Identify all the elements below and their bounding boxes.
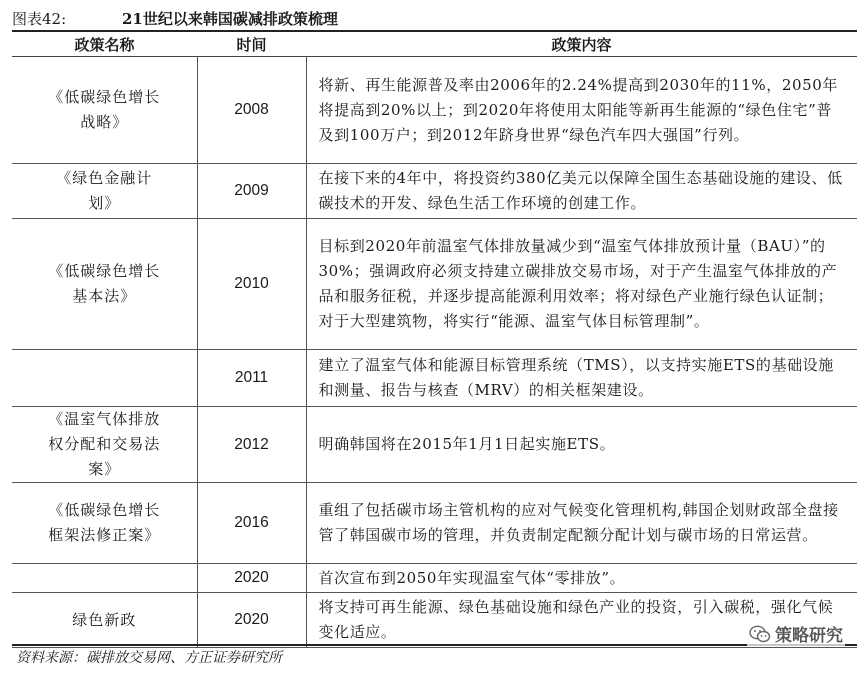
table-row bbox=[12, 350, 857, 407]
watermark-text: 策略研究 bbox=[775, 626, 843, 646]
policy-content-cell: 明确韩国将在2015年1月1日起实施ETS。 bbox=[306, 407, 857, 483]
policy-content-cell: 在接下来的4年中，将投资约380亿美元以保障全国生态基础设施的建设、低碳技术的开发、绿色生活工作环境的创建工作。 bbox=[306, 164, 857, 219]
table-header-row bbox=[12, 32, 857, 57]
policy-year-cell: 2010 bbox=[197, 219, 306, 350]
table-row bbox=[12, 483, 857, 564]
table-row bbox=[12, 593, 857, 648]
policy-name-cell: 《低碳绿色增长框架法修正案》 bbox=[12, 483, 197, 564]
policy-name-cell bbox=[12, 350, 197, 407]
header-policy-content: 政策内容 bbox=[306, 32, 857, 57]
policy-year-cell: 2008 bbox=[197, 57, 306, 164]
header-time: 时间 bbox=[197, 32, 306, 57]
watermark bbox=[747, 621, 845, 646]
table-row bbox=[12, 164, 857, 219]
policy-name-cell bbox=[12, 564, 197, 593]
policy-name-cell: 绿色新政 bbox=[12, 593, 197, 648]
wechat-icon bbox=[749, 625, 771, 643]
table-row bbox=[12, 219, 857, 350]
policy-year-cell: 2012 bbox=[197, 407, 306, 483]
table-row bbox=[12, 564, 857, 593]
policy-year-cell: 2016 bbox=[197, 483, 306, 564]
table-row bbox=[12, 407, 857, 483]
policy-name-cell: 《低碳绿色增长战略》 bbox=[12, 57, 197, 164]
policy-name-cell: 《低碳绿色增长基本法》 bbox=[12, 219, 197, 350]
figure-number: 图表42: bbox=[12, 10, 67, 28]
table-row bbox=[12, 57, 857, 164]
figure-caption bbox=[12, 8, 857, 30]
policy-content-cell: 目标到2020年前温室气体排放量减少到“温室气体排放预计量（BAU）”的30%；强调政府必须支持建立碳排放交易市场，对于产生温室气体排放的产品和服务征税，并逐步提高能源利用效率；将对绿色产业施行绿色认证制；对于大型建筑物，将实行“能源、温室气体目标管理制”。 bbox=[306, 219, 857, 350]
policy-year-cell: 2009 bbox=[197, 164, 306, 219]
policy-content-cell: 将新、再生能源普及率由2006年的2.24%提高到2030年的11%，2050年将提高到20%以上；到2020年将使用太阳能等新再生能源的“绿色住宅”普及到100万户；到2012年跻身世界“绿色汽车四大强国”行列。 bbox=[306, 57, 857, 164]
policy-name-cell: 《温室气体排放权分配和交易法案》 bbox=[12, 407, 197, 483]
policy-content-cell: 重组了包括碳市场主管机构的应对气候变化管理机构,韩国企划财政部全盘接管了韩国碳市场的管理，并负责制定配额分配计划与碳市场的日常运营。 bbox=[306, 483, 857, 564]
source-note: 资料来源：碳排放交易网、方正证券研究所 bbox=[16, 650, 282, 666]
header-policy-name: 政策名称 bbox=[12, 32, 197, 57]
policy-year-cell: 2020 bbox=[197, 564, 306, 593]
policy-content-cell: 首次宣布到2050年实现温室气体“零排放”。 bbox=[306, 564, 857, 593]
policy-content-cell: 建立了温室气体和能源目标管理系统（TMS），以支持实施ETS的基础设施和测量、报告与核查（MRV）的相关框架建设。 bbox=[306, 350, 857, 407]
table-bottom-divider bbox=[12, 644, 857, 646]
policy-year-cell: 2011 bbox=[197, 350, 306, 407]
policy-year-cell: 2020 bbox=[197, 593, 306, 648]
policy-content-cell: 将支持可再生能源、绿色基础设施和绿色产业的投资，引入碳税，强化气候变化适应。 bbox=[306, 593, 857, 648]
figure-title: 21世纪以来韩国碳减排政策梳理 bbox=[122, 10, 338, 28]
policy-name-cell: 《绿色金融计划》 bbox=[12, 164, 197, 219]
policy-table bbox=[12, 32, 857, 648]
